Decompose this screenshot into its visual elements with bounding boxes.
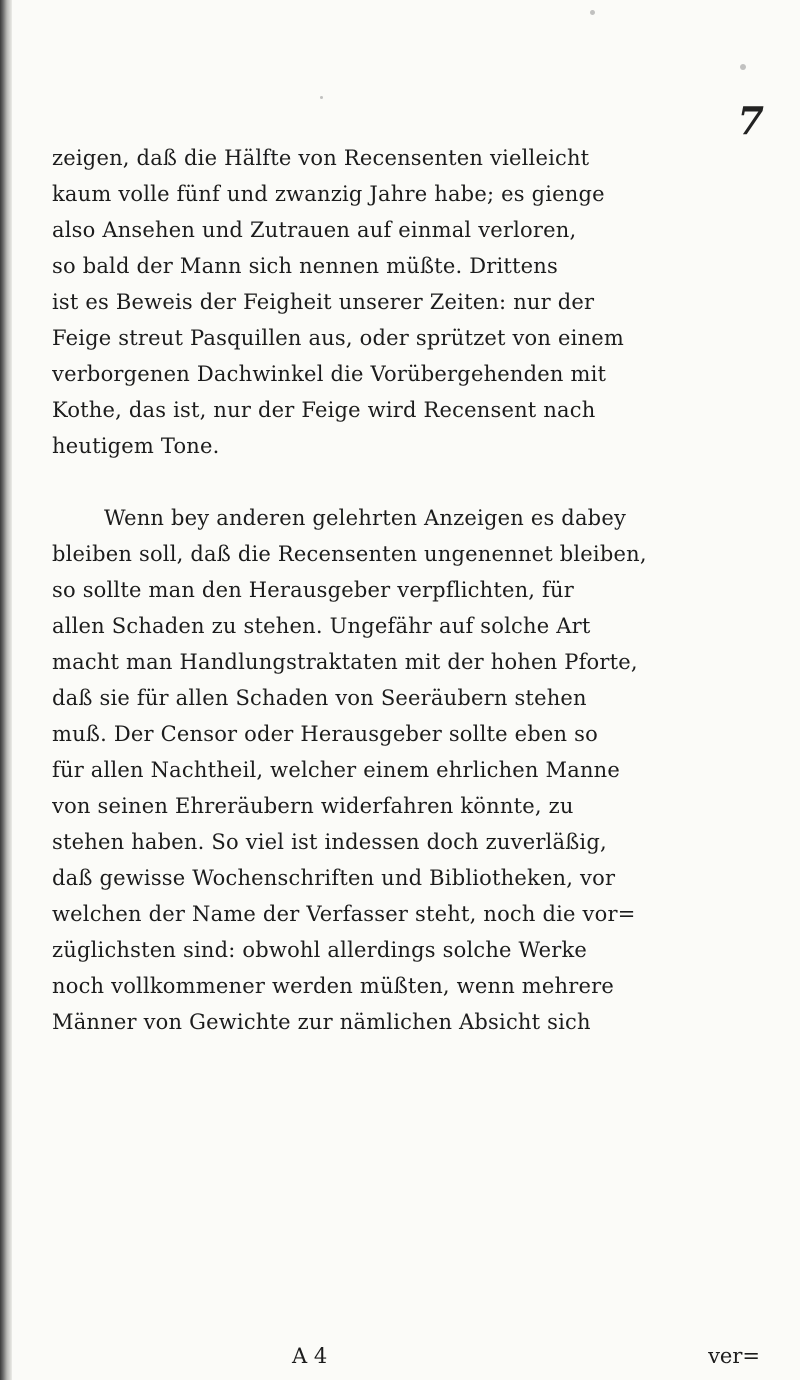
page-footer xyxy=(0,1344,800,1380)
text-line: züglichsten sind: obwohl allerdings solche Werke xyxy=(52,938,588,962)
text-line: für allen Nachtheil, welcher einem ehrlichen Manne xyxy=(52,758,621,782)
catchword: ver= xyxy=(708,1344,760,1368)
paper-speck xyxy=(320,96,323,99)
paper-speck xyxy=(740,64,746,70)
text-line: kaum volle fünf und zwanzig Jahre habe; es gienge xyxy=(52,182,605,206)
text-line: stehen haben. So viel ist indessen doch zuverläßig, xyxy=(52,830,607,854)
text-line: verborgenen Dachwinkel die Vorübergehenden mit xyxy=(52,362,607,386)
text-line: daß gewisse Wochenschriften und Bibliotheken, vor xyxy=(52,866,616,890)
text-line: zeigen, daß die Hälfte von Recensenten vielleicht xyxy=(52,146,590,170)
page-number: 7 xyxy=(737,98,764,143)
text-line: Feige streut Pasquillen aus, oder sprützet von einem xyxy=(52,326,625,350)
text-line: von seinen Ehreräubern widerfahren könnte, zu xyxy=(52,794,574,818)
text-line: daß sie für allen Schaden von Seeräubern stehen xyxy=(52,686,587,710)
text-line: also Ansehen und Zutrauen auf einmal verloren, xyxy=(52,218,577,242)
text-line: Wenn bey anderen gelehrten Anzeigen es dabey xyxy=(104,506,627,530)
paragraph-gap xyxy=(52,464,772,500)
text-line: allen Schaden zu stehen. Ungefähr auf solche Art xyxy=(52,614,591,638)
body-text xyxy=(52,140,772,1040)
binding-gutter xyxy=(0,0,12,1380)
text-line: ist es Beweis der Feigheit unserer Zeiten: nur der xyxy=(52,290,595,314)
text-line: welchen der Name der Verfasser steht, noch die vor= xyxy=(52,902,636,926)
text-line: bleiben soll, daß die Recensenten ungenennet bleiben, xyxy=(52,542,647,566)
signature-mark: A 4 xyxy=(292,1344,328,1368)
text-line: so sollte man den Herausgeber verpflichten, für xyxy=(52,578,574,602)
text-line: noch vollkommener werden müßten, wenn mehrere xyxy=(52,974,615,998)
text-line: macht man Handlungstraktaten mit der hohen Pforte, xyxy=(52,650,638,674)
paper-speck xyxy=(590,10,595,15)
text-line: Kothe, das ist, nur der Feige wird Recensent nach xyxy=(52,398,596,422)
text-line: Männer von Gewichte zur nämlichen Absicht sich xyxy=(52,1010,591,1034)
text-line: heutigem Tone. xyxy=(52,434,220,458)
text-line: so bald der Mann sich nennen müßte. Drittens xyxy=(52,254,558,278)
text-line: muß. Der Censor oder Herausgeber sollte eben so xyxy=(52,722,598,746)
